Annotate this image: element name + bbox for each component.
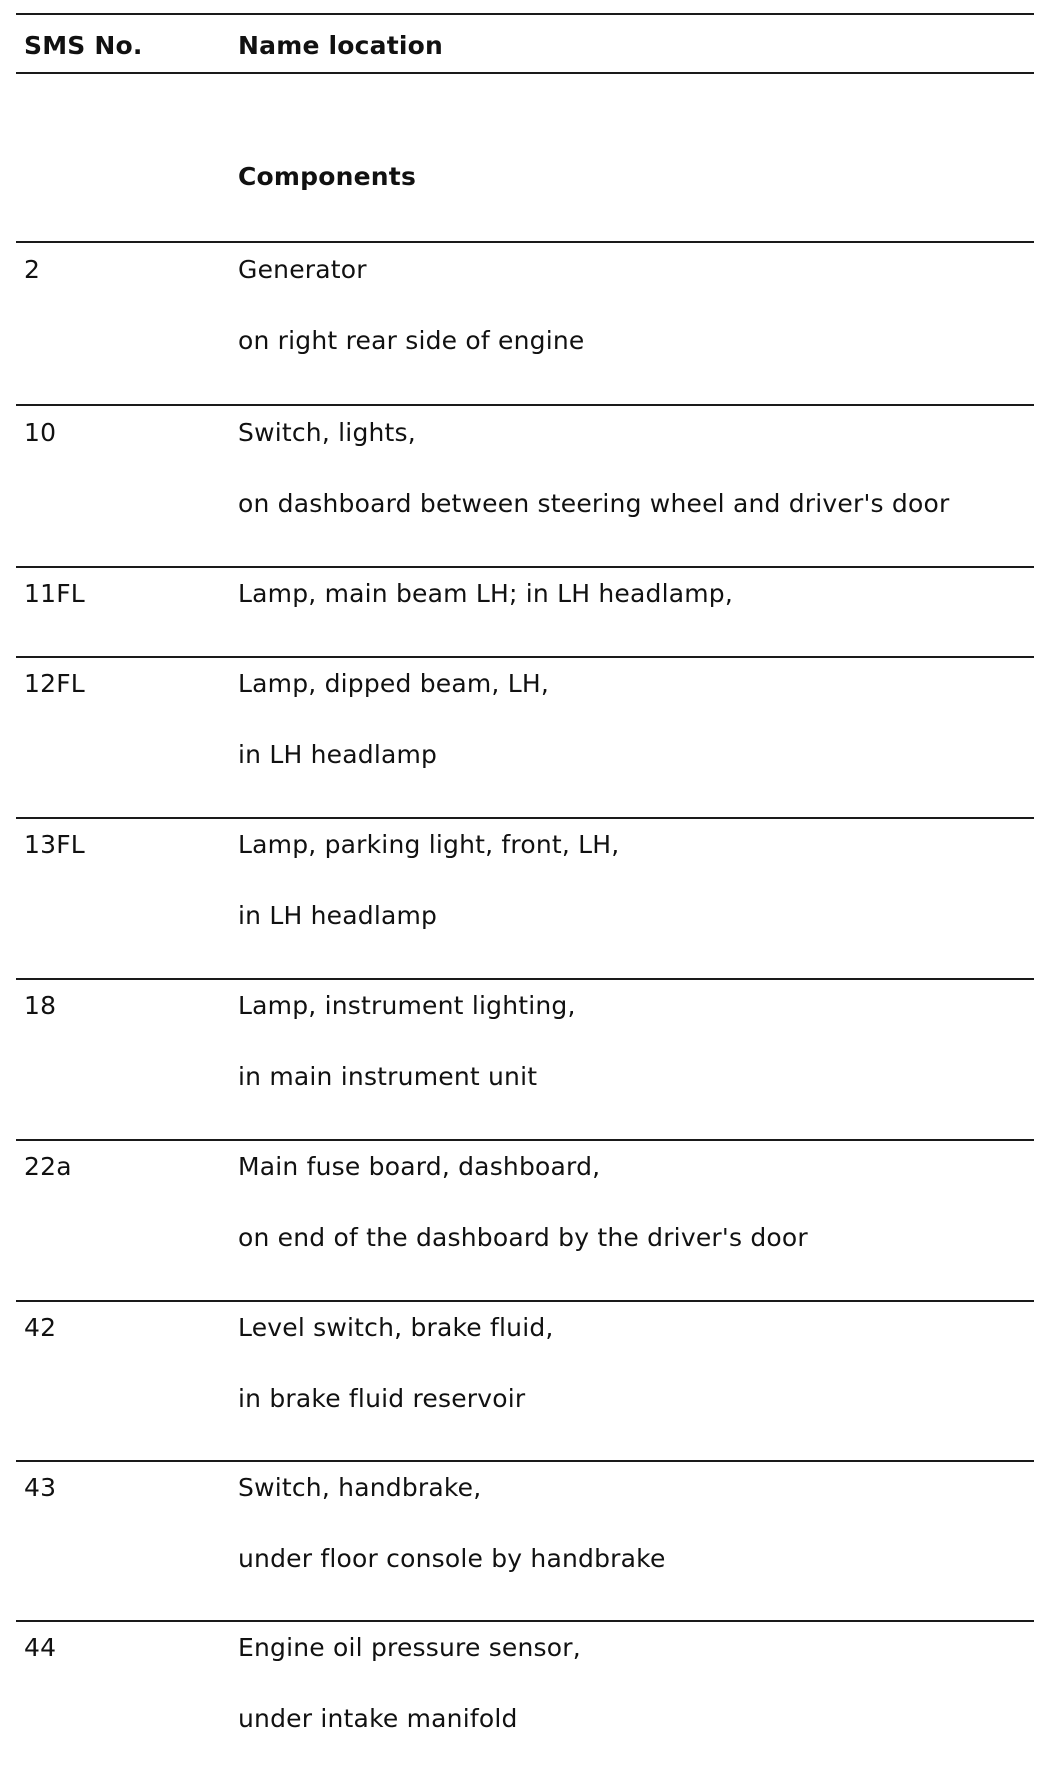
row-divider — [16, 1460, 1034, 1462]
row-divider — [16, 656, 1034, 658]
row-name: Switch, lights, — [238, 418, 416, 447]
row-location: in main instrument unit — [238, 1062, 538, 1091]
row-code: 10 — [24, 418, 57, 447]
section-title: Components — [238, 162, 417, 191]
row-location: under floor console by handbrake — [238, 1544, 666, 1573]
row-name: Engine oil pressure sensor, — [238, 1633, 581, 1662]
row-name: Level switch, brake fluid, — [238, 1313, 554, 1342]
row-location: in LH headlamp — [238, 740, 438, 769]
row-code: 2 — [24, 255, 41, 284]
row-code: 18 — [24, 991, 57, 1020]
row-location: under intake manifold — [238, 1704, 518, 1733]
row-code: 44 — [24, 1633, 57, 1662]
row-location: in brake fluid reservoir — [238, 1384, 526, 1413]
row-name: Main fuse board, dashboard, — [238, 1152, 601, 1181]
row-divider — [16, 1300, 1034, 1302]
row-divider — [16, 566, 1034, 568]
row-divider — [16, 1620, 1034, 1622]
header-bottom-rule — [16, 72, 1034, 74]
header-name-location: Name location — [238, 31, 444, 60]
row-name: Switch, handbrake, — [238, 1473, 482, 1502]
row-divider — [16, 817, 1034, 819]
row-divider — [16, 1139, 1034, 1141]
row-location: on dashboard between steering wheel and driver's door — [238, 489, 950, 518]
row-code: 13FL — [24, 830, 85, 859]
row-name: Lamp, parking light, front, LH, — [238, 830, 620, 859]
row-code: 11FL — [24, 579, 85, 608]
row-divider — [16, 404, 1034, 406]
row-name: Generator — [238, 255, 367, 284]
row-code: 43 — [24, 1473, 57, 1502]
row-location: on end of the dashboard by the driver's door — [238, 1223, 808, 1252]
table-top-rule — [16, 13, 1034, 15]
row-code: 42 — [24, 1313, 57, 1342]
row-name: Lamp, dipped beam, LH, — [238, 669, 550, 698]
row-code: 22a — [24, 1152, 72, 1181]
row-name: Lamp, main beam LH; in LH headlamp, — [238, 579, 734, 608]
row-location: on right rear side of engine — [238, 326, 585, 355]
row-divider — [16, 241, 1034, 243]
row-divider — [16, 978, 1034, 980]
row-name: Lamp, instrument lighting, — [238, 991, 576, 1020]
row-location: in LH headlamp — [238, 901, 438, 930]
row-code: 12FL — [24, 669, 85, 698]
header-sms-no: SMS No. — [24, 31, 143, 60]
